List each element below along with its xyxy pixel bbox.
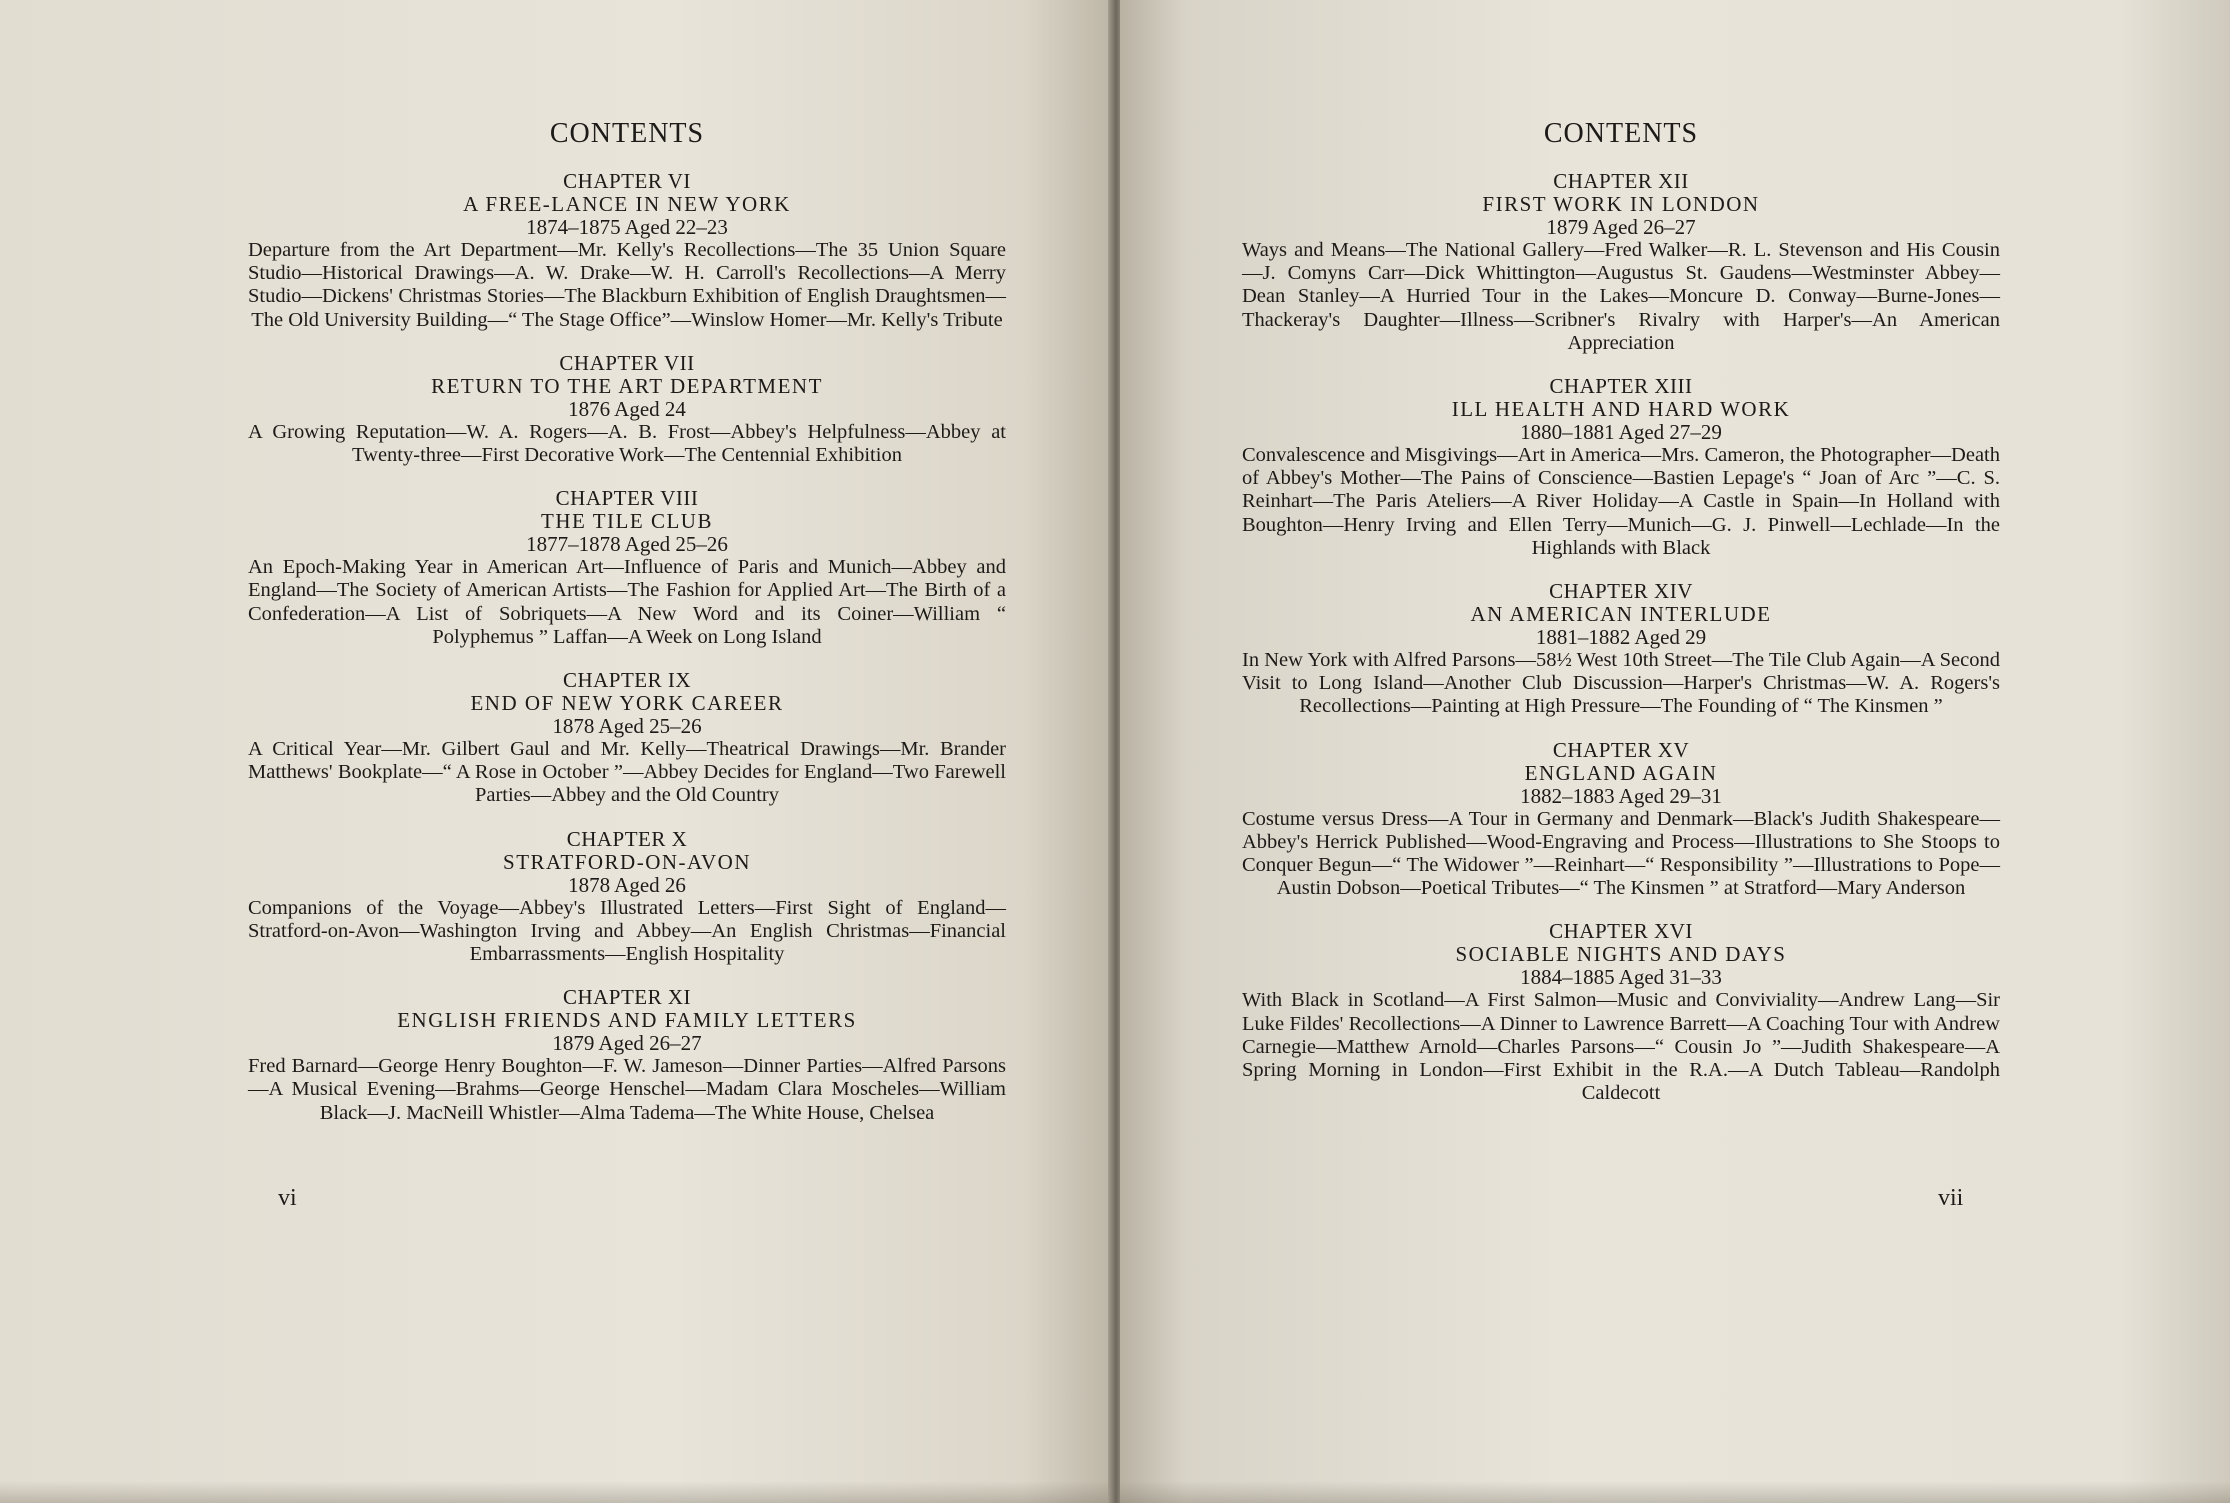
- chapter-title: THE TILE CLUB: [541, 509, 713, 534]
- chapter-years: 1879 Aged 26–27: [552, 1031, 702, 1056]
- chapter-title: END OF NEW YORK CAREER: [470, 691, 784, 716]
- chapter-number: CHAPTER VII: [559, 350, 695, 375]
- chapter-number: CHAPTER X: [566, 826, 688, 851]
- chapter-number: CHAPTER VIII: [555, 486, 699, 511]
- left-contents-column: [248, 118, 1006, 1145]
- chapter-description: In New York with Alfred Parsons—58½ West 10th Street—The Tile Club Again—A Second Visit to Long Island—Another Club Discussion—Harper's Christmas—W. A. Rogers's Recollections—Painting at High Pressure—The Founding of “ The Kinsmen ”: [1242, 649, 2000, 718]
- chapter-years: 1878 Aged 26: [568, 872, 686, 897]
- chapter-years: 1880–1881 Aged 27–29: [1520, 420, 1722, 445]
- chapter-number: CHAPTER IX: [562, 668, 692, 693]
- chapter-title: ENGLAND AGAIN: [1524, 760, 1718, 785]
- chapter-number: CHAPTER XVI: [1549, 919, 1693, 944]
- chapter-entry: [248, 986, 1006, 1125]
- page-bottom-edge: [0, 1481, 1112, 1503]
- chapter-number: CHAPTER XIV: [1549, 579, 1693, 604]
- chapter-description: Fred Barnard—George Henry Boughton—F. W. Jameson—Dinner Parties—Alfred Parsons—A Musical Evening—Brahms—George Henschel—Madam Clara Moscheles—William Black—J. MacNeill Whistler—Alma Tadema—The White House, Chelsea: [248, 1055, 1006, 1124]
- chapter-title: ENGLISH FRIENDS AND FAMILY LETTERS: [397, 1008, 857, 1033]
- chapter-title: RETURN TO THE ART DEPARTMENT: [431, 373, 823, 398]
- chapter-years: 1878 Aged 25–26: [552, 714, 702, 739]
- chapter-title: A FREE-LANCE IN NEW YORK: [463, 192, 791, 216]
- chapter-entry: [248, 487, 1006, 649]
- right-contents-column: [1242, 118, 2000, 1125]
- page-number: vi: [278, 1185, 297, 1211]
- chapter-years: 1879 Aged 26–27: [1546, 215, 1696, 239]
- chapter-years: 1876 Aged 24: [568, 396, 686, 421]
- chapter-entry: [1242, 375, 2000, 560]
- contents-heading: CONTENTS: [549, 118, 705, 149]
- chapter-entry: [1242, 920, 2000, 1105]
- chapter-description: A Growing Reputation—W. A. Rogers—A. B. Frost—Abbey's Helpfulness—Abbey at Twenty-three—First Decorative Work—The Centennial Exhibition: [248, 420, 1006, 467]
- chapter-entry: [1242, 580, 2000, 719]
- chapter-description: Convalescence and Misgivings—Art in America—Mrs. Cameron, the Photographer—Death of Abbey's Mother—The Pains of Conscience—Bastien Lepage's “ Joan of Arc ”—C. S. Reinhart—The Paris Ateliers—A River Holiday—A Castle in Spain—In Holland with Boughton—Henry Irving and Ellen Terry—Munich—G. J. Pinwell—Lechlade—In the Highlands with Black: [1242, 444, 2000, 559]
- chapter-description: Companions of the Voyage—Abbey's Illustrated Letters—First Sight of England—Stratford-on-Avon—Washington Irving and Abbey—An English Christmas—Financial Embarrassments—English Hospitality: [248, 896, 1006, 966]
- chapter-number: CHAPTER XV: [1552, 737, 1690, 762]
- chapter-number: CHAPTER VI: [563, 169, 691, 193]
- chapter-number: CHAPTER XIII: [1549, 374, 1693, 399]
- chapter-description: With Black in Scotland—A First Salmon—Music and Conviviality—Andrew Lang—Sir Luke Fildes' Recollections—A Dinner to Lawrence Barrett—A Coaching Tour with Andrew Carnegie—Matthew Arnold—Charles Parsons—“ Cousin Jo ”—Judith Shakespeare—A Spring Morning in London—First Exhibit in the R.A.—A Dutch Tableau—Randolph Caldecott: [1242, 989, 2000, 1105]
- page-number: vii: [1938, 1185, 1964, 1211]
- page-bottom-edge: [1120, 1481, 2230, 1503]
- chapter-description: An Epoch-Making Year in American Art—Influence of Paris and Munich—Abbey and England—The Society of American Artists—The Fashion for Applied Art—The Birth of a Confederation—A List of Sobriquets—A New Word and its Coiner—William “ Polyphemus ” Laffan—A Week on Long Island: [248, 556, 1006, 648]
- chapter-entry: [248, 828, 1006, 967]
- chapter-entry: [1242, 170, 2000, 355]
- chapter-entry: [1242, 739, 2000, 901]
- chapter-years: 1884–1885 Aged 31–33: [1520, 965, 1722, 990]
- chapter-number: CHAPTER XII: [1553, 169, 1689, 193]
- chapter-description: Costume versus Dress—A Tour in Germany and Denmark—Black's Judith Shakespeare—Abbey's Herrick Published—Wood-Engraving and Process—Illustrations to She Stoops to Conquer Begun—“ The Widower ”—Reinhart—“ Responsibility ”—Illustrations to Pope—Austin Dobson—Poetical Tributes—“ The Kinsmen ” at Stratford—Mary Anderson: [1242, 807, 2000, 900]
- chapter-years: 1874–1875 Aged 22–23: [526, 215, 728, 239]
- chapter-entry: [248, 669, 1006, 808]
- chapter-title: FIRST WORK IN LONDON: [1482, 192, 1760, 216]
- chapter-years: 1882–1883 Aged 29–31: [1520, 783, 1722, 808]
- chapter-entry: [248, 352, 1006, 467]
- right-page: [1120, 0, 2230, 1503]
- chapter-years: 1877–1878 Aged 25–26: [526, 532, 728, 557]
- chapter-title: SOCIABLE NIGHTS AND DAYS: [1455, 942, 1787, 967]
- chapter-number: CHAPTER XI: [562, 985, 692, 1010]
- chapter-title: STRATFORD-ON-AVON: [503, 849, 751, 874]
- chapter-description: Departure from the Art Department—Mr. Kelly's Recollections—The 35 Union Square Studio—Historical Drawings—A. W. Drake—W. H. Carroll's Recollections—A Merry Studio—Dickens' Christmas Stories—The Blackburn Exhibition of English Draughtsmen—The Old University Building—“ The Stage Office”—Winslow Homer—Mr. Kelly's Tribute: [248, 239, 1006, 331]
- contents-heading: CONTENTS: [1543, 118, 1699, 149]
- chapter-description: Ways and Means—The National Gallery—Fred Walker—R. L. Stevenson and His Cousin—J. Comyns Carr—Dick Whittington—Augustus St. Gaudens—Westminster Abbey—Dean Stanley—A Hurried Tour in the Lakes—Moncure D. Conway—Burne-Jones—Thackeray's Daughter—Illness—Scribner's Rivalry with Harper's—An American Appreciation: [1242, 239, 2000, 354]
- chapter-entry: [248, 170, 1006, 332]
- chapter-description: A Critical Year—Mr. Gilbert Gaul and Mr. Kelly—Theatrical Drawings—Mr. Brander Matthews' Bookplate—“ A Rose in October ”—Abbey Decides for England—Two Farewell Parties—Abbey and the Old Country: [248, 738, 1006, 807]
- chapter-title: AN AMERICAN INTERLUDE: [1470, 602, 1772, 627]
- left-page: [0, 0, 1112, 1503]
- chapter-years: 1881–1882 Aged 29: [1535, 625, 1707, 650]
- chapter-title: ILL HEALTH AND HARD WORK: [1451, 397, 1791, 422]
